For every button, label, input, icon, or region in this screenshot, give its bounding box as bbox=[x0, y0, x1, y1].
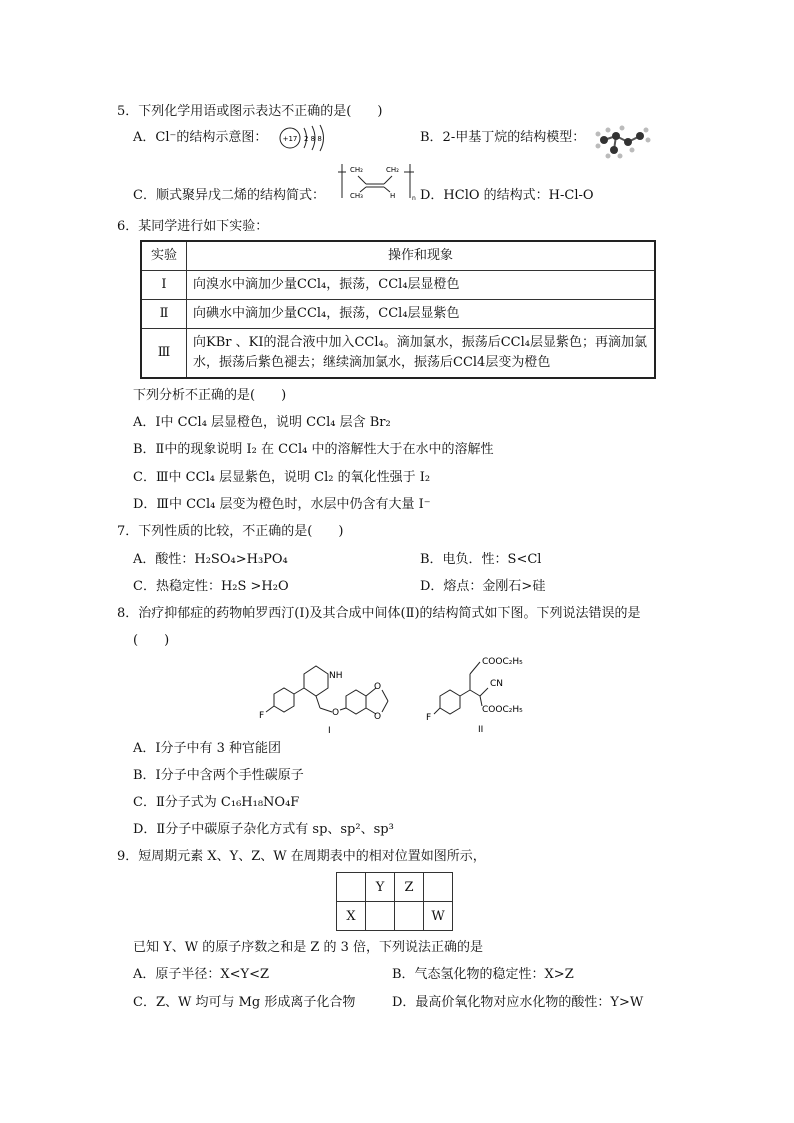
molecule-ii-structure bbox=[426, 650, 556, 736]
q8-option-a: A．Ⅰ分子中有 3 种官能团 bbox=[133, 741, 282, 756]
svg-text:CH₃: CH₃ bbox=[350, 192, 363, 200]
q6-option-d: D．Ⅲ中 CCl₄ 层变为橙色时，水层中仍含有大量 I⁻ bbox=[133, 497, 431, 512]
q6-option-a: A．Ⅰ中 CCl₄ 层显橙色，说明 CCl₄ 层含 Br₂ bbox=[133, 415, 391, 430]
q8-option-b: B．Ⅰ分子中含两个手性碳原子 bbox=[133, 768, 304, 783]
experiment-table bbox=[140, 240, 656, 379]
q7-option-d: D．熔点：金刚石>硅 bbox=[420, 579, 546, 594]
q9-stem: 9．短周期元素 X、Y、Z、W 在周期表中的相对位置如图所示， bbox=[117, 849, 486, 864]
q6-option-c: C．Ⅲ中 CCl₄ 层显紫色，说明 Cl₂ 的氧化性强于 I₂ bbox=[133, 470, 431, 485]
q5-option-b: B．2-甲基丁烷的结构模型： bbox=[420, 130, 586, 145]
table-cell: Ⅱ bbox=[141, 300, 187, 329]
table-cell: 向KBr 、KI的混合液中加入CCl₄。滴加氯水，振荡后CCl₄层显紫色；再滴加氯水，振荡后紫色褪去；继续滴加氯水，振荡后CCl4层变为橙色 bbox=[187, 329, 656, 379]
q9-prompt: 已知 Y、W 的原子序数之和是 Z 的 3 倍，下列说法正确的是 bbox=[133, 940, 484, 955]
periodic-table-grid bbox=[336, 872, 453, 931]
svg-text:O: O bbox=[374, 682, 382, 692]
grid-cell bbox=[424, 873, 453, 902]
q8-stem: 8．治疗抑郁症的药物帕罗西汀(Ⅰ)及其合成中间体(Ⅱ)的结构简式如下图。下列说法错误的是 bbox=[117, 606, 641, 621]
q9-option-b: B．气态氢化物的稳定性：X>Z bbox=[392, 967, 574, 982]
molecule-i-structure bbox=[256, 656, 418, 736]
table-cell: 向溴水中滴加少量CCl₄，振荡，CCl₄层显橙色 bbox=[187, 271, 656, 300]
q9-option-c: C．Z、W 均可与 Mg 形成离子化合物 bbox=[133, 995, 356, 1010]
electron-shells: 2 8 8 bbox=[304, 135, 322, 143]
svg-text:n: n bbox=[412, 195, 416, 202]
table-cell: Ⅰ bbox=[141, 271, 187, 300]
q8-option-d: D．Ⅱ分子中碳原子杂化方式有 sp、sp²、sp³ bbox=[133, 822, 394, 837]
table-header: 实验 bbox=[141, 241, 187, 271]
svg-text:H: H bbox=[390, 192, 396, 200]
svg-text:O: O bbox=[332, 708, 340, 718]
q5-option-d: D．HClO 的结构式：H-Cl-O bbox=[420, 188, 594, 203]
grid-cell bbox=[337, 873, 366, 902]
svg-text:COOC₂H₅: COOC₂H₅ bbox=[482, 657, 523, 667]
grid-cell bbox=[366, 902, 395, 931]
grid-cell: W bbox=[424, 902, 453, 931]
q6-prompt: 下列分析不正确的是( ) bbox=[133, 388, 287, 403]
grid-cell: Y bbox=[366, 873, 395, 902]
q6-option-b: B．Ⅱ中的现象说明 I₂ 在 CCl₄ 中的溶解性大于在水中的溶解性 bbox=[133, 442, 494, 457]
svg-text:CH₂: CH₂ bbox=[386, 166, 399, 174]
q8-option-c: C．Ⅱ分子式为 C₁₆H₁₈NO₄F bbox=[133, 795, 300, 810]
svg-text:CH₂: CH₂ bbox=[350, 166, 363, 174]
table-header: 操作和现象 bbox=[187, 241, 656, 271]
q5-option-c: C．顺式聚异戊二烯的结构简式： bbox=[133, 188, 325, 203]
q7-option-a: A．酸性：H₂SO₄>H₃PO₄ bbox=[133, 552, 288, 567]
svg-text:COOC₂H₅: COOC₂H₅ bbox=[482, 705, 523, 715]
chloride-ion-diagram bbox=[276, 124, 336, 152]
molecule-ii-label: II bbox=[478, 725, 484, 735]
grid-cell: X bbox=[337, 902, 366, 931]
grid-cell: Z bbox=[395, 873, 424, 902]
svg-text:F: F bbox=[426, 713, 432, 723]
q7-stem: 7．下列性质的比较，不正确的是( ) bbox=[117, 524, 344, 539]
molecule-i-label: I bbox=[328, 726, 331, 736]
q7-option-c: C．热稳定性：H₂S >H₂O bbox=[133, 579, 289, 594]
table-cell: Ⅲ bbox=[141, 329, 187, 379]
svg-text:NH: NH bbox=[329, 671, 343, 681]
polyisoprene-structure bbox=[338, 160, 418, 202]
grid-cell bbox=[395, 902, 424, 931]
q9-option-a: A．原子半径：X<Y<Z bbox=[133, 967, 270, 982]
q5-option-a: A．Cl⁻的结构示意图： bbox=[133, 130, 268, 145]
q5-stem: 5．下列化学用语或图示表达不正确的是( ) bbox=[117, 104, 383, 119]
q8-paren: ( ) bbox=[133, 633, 170, 648]
nucleus-charge: +17 bbox=[282, 135, 298, 143]
q6-stem: 6．某同学进行如下实验： bbox=[117, 219, 269, 234]
q9-option-d: D．最高价氧化物对应水化物的酸性：Y>W bbox=[392, 995, 644, 1010]
table-cell: 向碘水中滴加少量CCl₄，振荡，CCl₄层显紫色 bbox=[187, 300, 656, 329]
svg-text:CN: CN bbox=[490, 679, 504, 689]
svg-text:F: F bbox=[259, 711, 265, 721]
ball-stick-model bbox=[592, 122, 654, 160]
svg-text:O: O bbox=[374, 712, 382, 722]
q7-option-b: B．电负．性：S<Cl bbox=[420, 552, 542, 567]
